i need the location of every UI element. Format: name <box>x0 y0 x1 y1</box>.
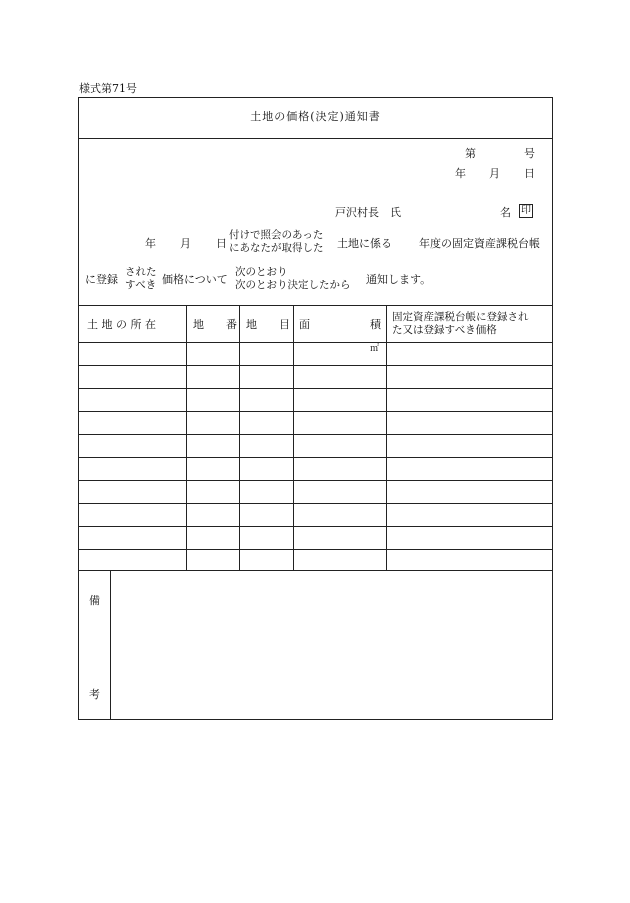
column-header-land-category: 地 目 <box>246 318 290 331</box>
frame-left-border <box>78 97 79 720</box>
table-row-line <box>78 503 553 504</box>
registered-in-text: に登録 <box>85 273 118 286</box>
option-c-line1: 次のとおり <box>235 266 288 278</box>
remarks-label-top: 備 <box>89 594 100 607</box>
frame-bottom-border <box>78 719 553 720</box>
body-year-label: 年 <box>145 237 156 250</box>
table-bottom-border <box>78 570 553 571</box>
table-row-line <box>78 411 553 412</box>
remarks-label-bottom: 考 <box>89 688 100 701</box>
table-row-line <box>78 388 553 389</box>
area-unit-label: ㎡ <box>370 344 380 354</box>
option-a-line2: にあなたが取得した <box>229 242 324 254</box>
body-month-label: 月 <box>180 237 191 250</box>
table-row-line <box>78 457 553 458</box>
header-year-label: 年 <box>455 167 466 180</box>
sender-name: 戸沢村長 氏 <box>335 206 401 219</box>
seal-mark: 印 <box>521 205 531 216</box>
go-label: 号 <box>524 147 535 160</box>
option-a-line1: 付けで照会のあった <box>229 229 324 241</box>
table-top-border <box>78 305 553 306</box>
column-header-lot-number: 地 番 <box>193 318 237 331</box>
remarks-divider <box>110 570 111 719</box>
column-divider-2 <box>239 305 240 570</box>
frame-right-border <box>552 97 553 720</box>
option-b-line2: すべき <box>125 279 157 291</box>
body-day-label: 日 <box>216 237 227 250</box>
price-about-text: 価格について <box>162 273 228 286</box>
document-title: 土地の価格(決定)通知書 <box>250 110 381 123</box>
table-row-line <box>78 480 553 481</box>
header-month-label: 月 <box>489 167 500 180</box>
option-c-line2: 次のとおり決定したから <box>235 279 351 291</box>
land-related-text: 土地に係る <box>337 237 392 250</box>
table-row-line <box>78 549 553 550</box>
title-divider <box>78 138 553 139</box>
table-header-divider <box>78 342 553 343</box>
column-header-price-line2: た又は登録すべき価格 <box>392 324 497 336</box>
column-divider-4 <box>386 305 387 570</box>
frame-top-border <box>78 97 553 98</box>
notify-text: 通知します。 <box>366 273 432 286</box>
table-row-line <box>78 365 553 366</box>
table-row-line <box>78 434 553 435</box>
option-b-line1: された <box>125 266 157 278</box>
fiscal-tax-ledger-text: 年度の固定資産課税台帳 <box>419 237 540 250</box>
column-divider-1 <box>186 305 187 570</box>
column-header-area-right: 積 <box>370 318 381 331</box>
name-label: 名 <box>500 206 511 219</box>
table-row-line <box>78 526 553 527</box>
column-divider-3 <box>293 305 294 570</box>
column-header-price-line1: 固定資産課税台帳に登録され <box>392 311 529 323</box>
form-number: 様式第71号 <box>79 82 137 95</box>
dai-label: 第 <box>465 147 476 160</box>
column-header-location: 土 地 の 所 在 <box>87 318 156 331</box>
header-day-label: 日 <box>524 167 535 180</box>
column-header-area-left: 面 <box>299 318 310 331</box>
